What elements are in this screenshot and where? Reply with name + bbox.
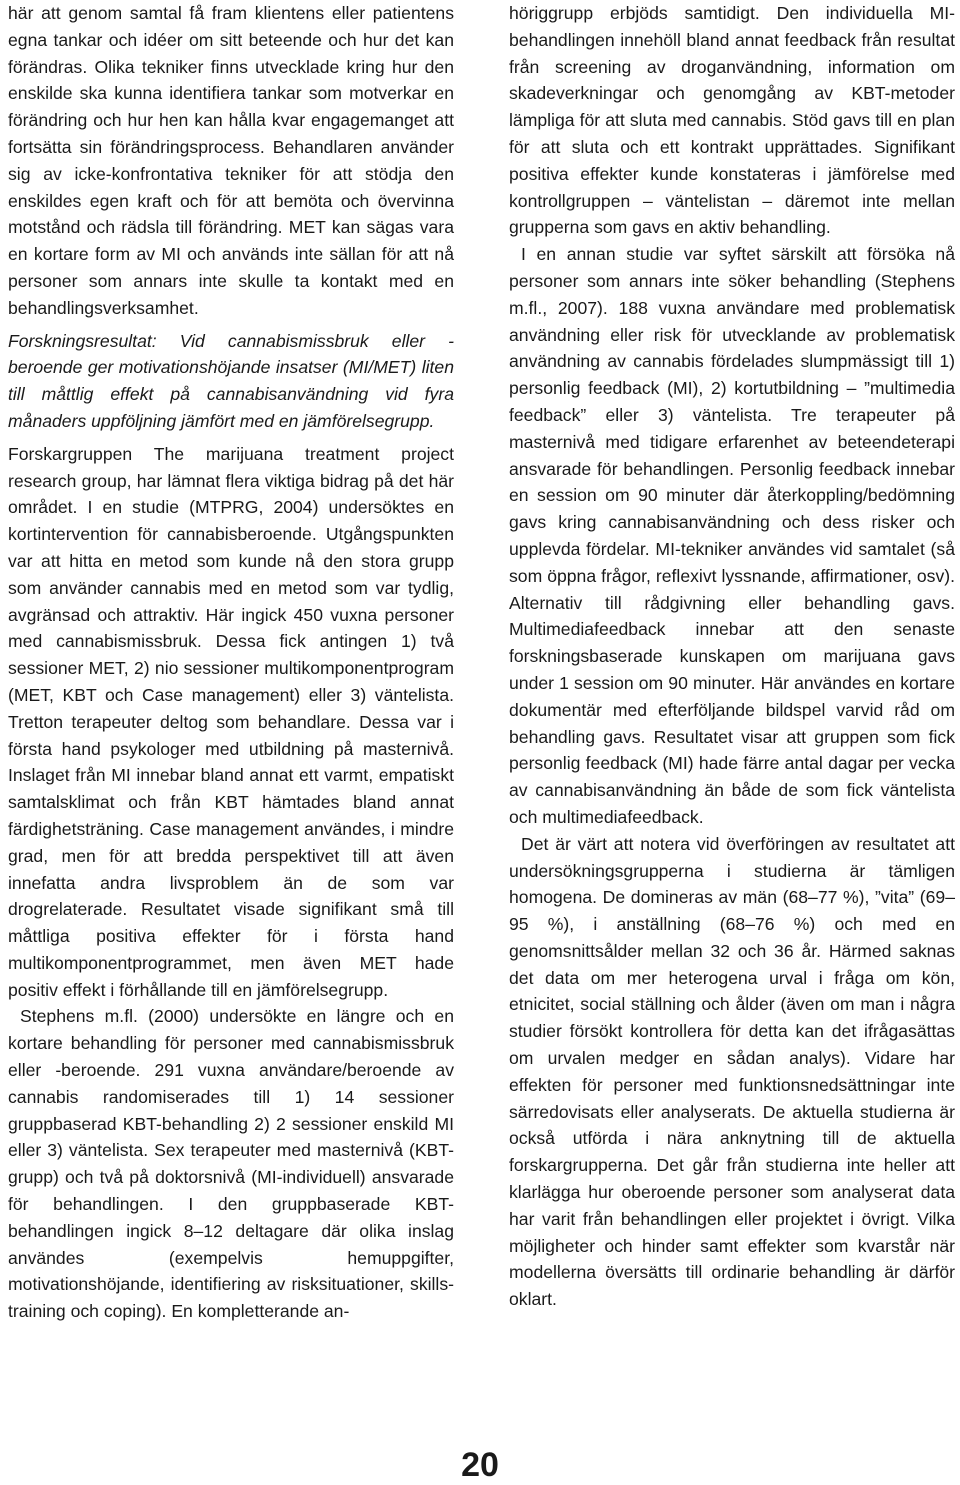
paragraph-stephens-2000: Stephens m.fl. (2000) undersökte en längre och en kortare behandling för personer med cannabismissbruk eller -beroende. 291 vuxna användare/beroende av cannabis randomiserades till 1) 14 sessioner gruppbaserad KBT-behandling 2) 2 sessioner enskild MI eller 3) väntelista. Sex terapeuter med masternivå (KBT-grupp) och två på doktorsnivå (MI-individuell) ansvarade för behandlingen. I den gruppbaserade KBT-behandlingen ingick 8–12 deltagare där olika inslag användes (exempelvis hemuppgifter, motivationshöjande, identifiering av risksituationer, skills-training och coping). En kompletterande an-	[8, 1006, 454, 1322]
paragraph-generalization-note: Det är värt att notera vid överföringen av resultatet att undersökningsgrupperna i studierna är tämligen homogena. De domineras av män (68–77 %), ”vita” (69–95 %), i anställning (68–76 %) och med en genomsnittsålder mellan 32 och 36 år. Härmed saknas det data om mer heterogena urval i fråga om kön, etnicitet, social ställning och ålder (även om man i några studier försökt kontrollera för detta kan det ifrågasättas om urvalen medger en sådan analys). Vidare har effekten för personer med funktionsnedsättningar inte särredovisats eller analyserats. De aktuella studierna är också utförda i nära anknytning till de aktuella forskargrupperna. Det går från studierna inte heller att klarlägga hur oberoende personer som analyserat data har varit från behandlingen eller projektet i övrigt. Vilka möjligheter och hinder samt effekter som kvarstår när modellerna översätts till ordinarie behandling är därför oklart.	[509, 833, 955, 1310]
page-number: 20	[461, 1446, 499, 1484]
left-column	[8, 0, 454, 1325]
research-result-summary: Forskningsresultat: Vid cannabismissbruk eller -beroende ger motivationshöjande insatser (MI/MET) liten till måttlig effekt på cannabisanvändning vid fyra månaders uppföljning jämfört med en jämförelsegrupp.	[8, 330, 454, 431]
paragraph-stephens-2007: I en annan studie var syftet särskilt att försöka nå personer som annars inte söker behandling (Stephens m.fl., 2007). 188 vuxna användare med problematisk användning eller risk för utvecklande av problematisk användning av cannabis fördelades slumpmässigt till 1) personlig feedback (MI), 2) kortutbildning – ”multimedia feedback” eller 3) väntelista. Tre terapeuter på masternivå med tidigare erfarenhet av beteendeterapi ansvarade för behandlingen. Personlig feedback innebar en session om 90 minuter där återkoppling/bedömning gavs kring cannabisanvändning och dess risker och upplevda fördelar. MI-tekniker användes vid samtalet (så som öppna frågor, reflexivt lyssnande, affirmationer, osv). Alternativ till rådgivning eller behandling gavs. Multimediafeedback innebar att den senaste forskningsbaserade kunskapen om marijuana gavs under 1 session om 90 minuter. Här användes en kortare dokumentär med efterföljande bildspel varvid råd om behandling gavs. Resultatet visar att gruppen som fick personlig feedback (MI) hade färre antal dagar per vecka av cannabisanvändning än både de som fick väntelista och multimediafeedback.	[509, 244, 955, 827]
right-column	[509, 0, 955, 1313]
paragraph-mi-description: här att genom samtal få fram klientens eller patientens egna tankar och idéer om sitt beteende och hur det kan förändras. Olika tekniker finns utvecklade kring hur den enskilde ska kunna identifiera tankar som motverkar en förändring och hur hen kan hålla kvar engagemanget att fortsätta sin förändringsprocess. Behandlaren använder sig av icke-konfrontativa tekniker för att stödja den enskildes egen kraft och för att bemöta och övervinna motstånd och rädsla till förändring. MET kan sägas vara en kortare form av MI och används inte sällan för att nå personer som annars inte skulle ta kontakt med en behandlingsverksamhet.	[8, 3, 454, 318]
paragraph-stephens-continued: höriggrupp erbjöds samtidigt. Den individuella MI-behandlingen innehöll bland annat feedback från resultat från screening av droganvändning, information om skadeverkningar och genomgång av KBT-metoder lämpliga för att sluta med cannabis. Stöd gavs till en plan för att sluta och ett kontrakt upprättades. Signifikant positiva effekter kunde konstateras i jämförelse med kontrollgruppen – väntelistan – däremot inte mellan grupperna som gavs en aktiv behandling.	[509, 3, 955, 238]
paragraph-mtprg-study: Forskargruppen The marijuana treatment project research group, har lämnat flera viktiga bidrag på det här området. I en studie (MTPRG, 2004) undersöktes en kortintervention för cannabisberoende. Utgångspunkten var att hitta en metod som kunde nå den stora grupp som använder cannabis med en metod som var tydlig, avgränsad och attraktiv. Här ingick 450 vuxna personer med cannabismissbruk. Dessa fick antingen 1) två sessioner MET, 2) nio sessioner multikomponentprogram (MET, KBT och Case management) eller 3) väntelista. Tretton terapeuter deltog som behandlare. Dessa var i första hand psykologer med utbildning på masternivå. Inslaget från MI innebar bland annat ett varmt, empatiskt samtalsklimat och från KBT hämtades bland annat färdighetsträning. Case management användes, i mindre grad, men för att bredda perspektivet till att även innefatta andra livsproblem än de som var drogrelaterade. Resultatet visade signifikant små till måttliga positiva effekter för i första hand multikomponentprogrammet, men även MET hade positiv effekt i förhållande till en jämförelsegrupp.	[8, 443, 454, 1000]
